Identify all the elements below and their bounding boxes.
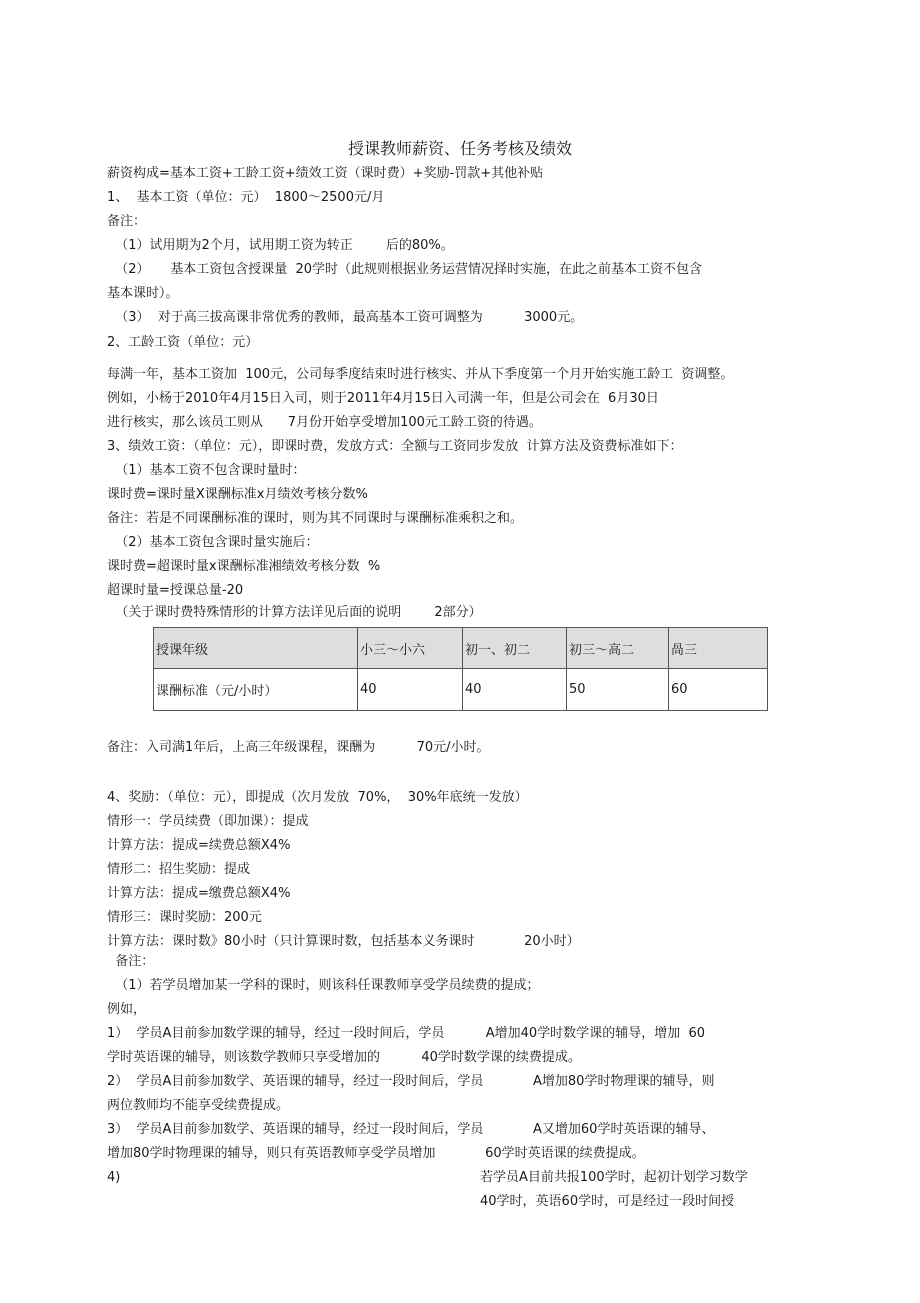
example-item: 2） 学员A目前参加数学、英语课的辅导，经过一段时间后，学员 A增加80学时物理课的辅导，则 (107, 1074, 715, 1089)
table-cell: 60 (669, 669, 768, 711)
example-item-continued: 学时英语课的辅导，则该数学教师只享受增加的 40学时数学课的续费提成。 (107, 1050, 581, 1065)
formula-line: 课时费=课时量X课酬标准x月绩效考核分数% (107, 487, 368, 502)
example-item-text: 40学时，英语60学时，可是经过一段时间授 (480, 1194, 735, 1209)
note-item: （2） 基本工资包含授课量 20学时（此规则根据业务运营情况择时实施，在此之前基本工资不包含 (107, 262, 703, 277)
formula-line: 计算方法：提成=缴费总额X4% (107, 886, 291, 901)
paragraph-line: 例如，小杨于2010年4月15日入司，则于2011年4月15日入司满一年，但是公司会在 6月30日 (107, 391, 659, 406)
case-line: 情形一：学员续费（即加课）：提成 (107, 814, 309, 829)
example-item-number: 4) (107, 1170, 121, 1185)
formula-line: 超课时量=授课总量-20 (107, 583, 244, 598)
section-3-heading: 3、绩效工资：（单位：元），即课时费，发放方式：全额与工资同步发放 计算方法及资费标准如下： (107, 439, 683, 454)
note-item: （1）试用期为2个月，试用期工资为转正 后的80%。 (107, 238, 454, 253)
formula-line: 计算方法：课时数》80小时（只计算课时数，包括基本义务课时 20小时） (107, 934, 580, 949)
rate-table (153, 627, 768, 711)
sub-item: （2）基本工资包含课时量实施后： (107, 535, 319, 550)
reference-note: （关于课时费特殊情形的计算方法详见后面的说明 2部分） (107, 605, 482, 620)
paragraph-line: 每满一年，基本工资加 100元，公司每季度结束时进行核实、并从下季度第一个月开始实施工龄工 资调整。 (107, 367, 734, 382)
table-cell: 40 (358, 669, 463, 711)
table-header-cell: 初一、初二 (463, 628, 567, 669)
note-item-continued: 基本课时）。 (107, 286, 179, 301)
case-line: 情形二：招生奖励：提成 (107, 862, 251, 877)
document-title: 授课教师薪资、任务考核及绩效 (347, 139, 572, 158)
table-cell: 课酬标准（元/小时） (154, 669, 358, 711)
table-cell: 40 (463, 669, 567, 711)
example-item: 3） 学员A目前参加数学、英语课的辅导，经过一段时间后，学员 A又增加60学时英语课的辅导、 (107, 1122, 715, 1137)
example-item-continued: 增加80学时物理课的辅导，则只有英语教师享受学员增加 60学时英语课的续费提成。 (107, 1146, 645, 1161)
table-header-cell: 授课年级 (154, 628, 358, 669)
note-label: 备注： (107, 954, 155, 969)
example-item: 1） 学员A目前参加数学课的辅导，经过一段时间后，学员 A增加40学时数学课的辅导，增加 60 (107, 1026, 705, 1041)
section-1-heading: 1、 基本工资（单位：元） 1800～2500元/月 (107, 190, 385, 205)
example-item-continued: 两位教师均不能享受续费提成。 (107, 1098, 290, 1113)
note-label: 备注： (107, 214, 147, 229)
example-item-text: 若学员A目前共报100学时，起初计划学习数学 (480, 1170, 748, 1185)
section-2-heading: 2、工龄工资（单位：元） (107, 335, 259, 350)
table-header-cell: 小三～小六 (358, 628, 463, 669)
table-row (154, 669, 768, 711)
formula-line: 课时费=超课时量x课酬标准湘绩效考核分数 % (107, 559, 381, 574)
table-header-cell: 咼三 (669, 628, 768, 669)
section-4-heading: 4、奖励：（单位：元），即提成（次月发放 70%， 30%年底统一发放） (107, 790, 528, 805)
formula-line: 计算方法：提成=续费总额X4% (107, 838, 291, 853)
note-item: （3） 对于高三拔高课非常优秀的教师，最高基本工资可调整为 3000元。 (107, 310, 584, 325)
table-header-row (154, 628, 768, 669)
note-item: （1）若学员增加某一学科的课时，则该科任课教师享受学员续费的提成； (107, 978, 540, 993)
case-line: 情形三：课时奖励：200元 (107, 910, 262, 925)
salary-formula: 薪资构成=基本工资+工龄工资+绩效工资（课时费）+奖励-罚款+其他补贴 (107, 166, 544, 181)
example-label: 例如， (107, 1002, 147, 1017)
note-line: 备注：若是不同课酬标准的课时，则为其不同课时与课酬标准乘积之和。 (107, 511, 524, 526)
paragraph-line: 进行核实，那么该员工则从 7月份开始享受增加100元工龄工资的待遇。 (107, 415, 542, 430)
note-line: 备注：入司满1年后，上高三年级课程，课酬为 70元/小时。 (107, 740, 490, 755)
sub-item: （1）基本工资不包含课时量时： (107, 463, 306, 478)
table-header-cell: 初三～高二 (567, 628, 669, 669)
table-cell: 50 (567, 669, 669, 711)
